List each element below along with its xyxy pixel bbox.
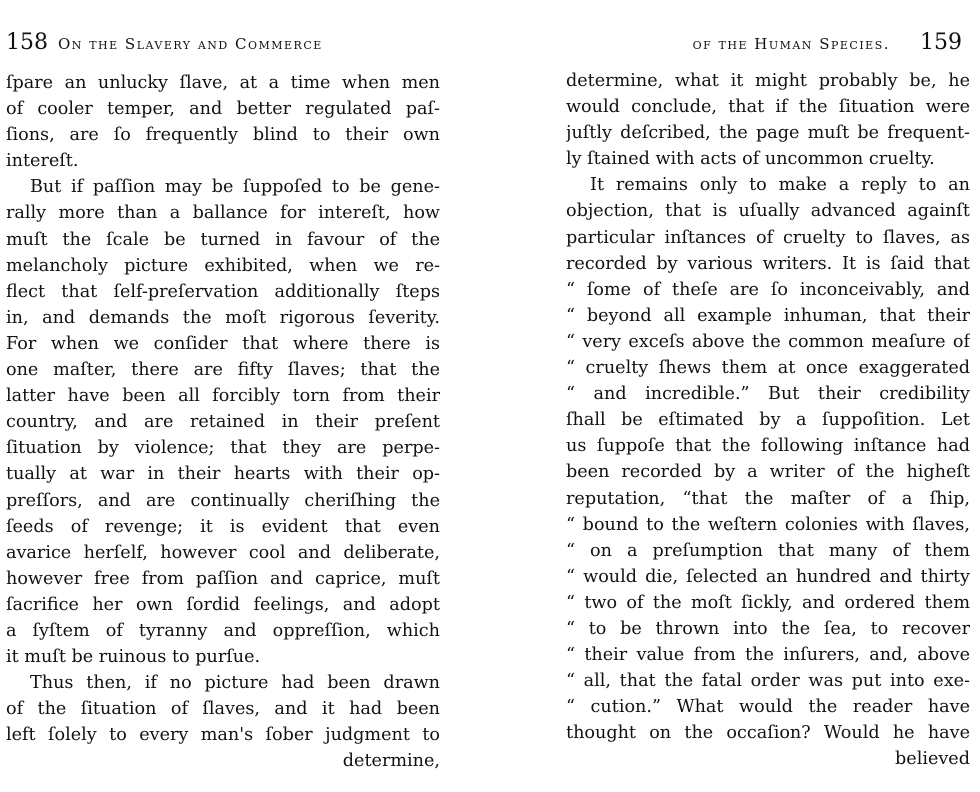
right-page [490, 0, 980, 792]
right-running-head [693, 30, 962, 55]
text-line: ſhall be eſtimated by a ſuppoſition. Let [566, 410, 970, 431]
text-line: country, and are retained in their preſent [6, 412, 440, 433]
text-line: muſt the ſcale be turned in favour of the [6, 229, 440, 250]
right-page-number: 159 [920, 30, 962, 55]
text-line: left ſolely to every man's ſober judgment to [6, 725, 440, 746]
text-line: “ their value from the inſurers, and, above [566, 645, 970, 666]
left-running-title: On the Slavery and Commerce [58, 35, 323, 53]
text-line: objection, that is uſually advanced againſt [566, 201, 970, 222]
text-line: thought on the occaſion? Would he have [566, 723, 970, 744]
text-line: tually at war in their hearts with their op- [6, 464, 440, 485]
text-line: juſtly deſcribed, the page muſt be frequent- [566, 123, 970, 144]
text-line: avarice herſelf, however cool and deliberate, [6, 542, 440, 563]
text-line: one maſter, there are fifty ſlaves; that the [6, 360, 440, 381]
text-line: in, and demands the moſt rigorous ſeverity. [6, 307, 440, 328]
text-line: “ on a preſumption that many of them [566, 540, 970, 561]
text-line: however free from paſſion and caprice, muſt [6, 568, 440, 589]
text-line: us ſuppoſe that the following inſtance had [566, 436, 970, 457]
text-line: a ſyſtem of tyranny and oppreſſion, which [6, 620, 440, 641]
text-line: ſpare an unlucky ſlave, at a time when men [6, 73, 440, 93]
text-line: intereſt. [6, 151, 79, 172]
right-running-title: of the Human Species. [692, 35, 890, 53]
text-line: It remains only to make a reply to an [590, 175, 970, 196]
text-line: ſions, are ſo frequently blind to their own [6, 125, 440, 146]
text-line: of cooler temper, and better regulated paſ- [6, 99, 440, 120]
right-body-text [566, 68, 970, 773]
text-line: “ all, that the fatal order was put into exe- [566, 671, 970, 692]
left-page [0, 0, 470, 792]
text-line: reputation, “that the maſter of a ſhip, [566, 488, 970, 509]
text-line: “ to be thrown into the ſea, to recover [566, 618, 970, 639]
catchword: determine, [342, 751, 440, 772]
text-line: melancholy picture exhibited, when we re- [6, 255, 440, 276]
catchword: believed [895, 749, 970, 770]
text-line: “ would die, ſelected an hundred and thirty [566, 566, 970, 587]
text-line: latter have been all forcibly torn from their [6, 386, 440, 407]
text-line: determine, what it might probably be, he [566, 71, 970, 91]
text-line: of the ſituation of ſlaves, and it had been [6, 699, 440, 720]
text-line: flect that ſelf-preſervation additionally ſteps [6, 281, 440, 302]
text-line: “ very exceſs above the common meaſure of [566, 331, 970, 352]
text-line: been recorded by a writer of the higheſt [566, 462, 970, 483]
text-line: ſacrifice her own ſordid feelings, and adopt [6, 594, 440, 615]
text-line: But if paſſion may be ſuppoſed to be gene- [30, 177, 440, 198]
text-line: “ bound to the weſtern colonies with ſlaves, [566, 514, 970, 535]
text-line: rally more than a ballance for intereſt, how [6, 203, 440, 224]
text-line: ly ſtained with acts of uncommon cruelty. [566, 149, 935, 170]
text-line: recorded by various writers. It is ſaid that [566, 253, 970, 274]
left-running-head [6, 30, 323, 55]
text-line: particular inſtances of cruelty to ſlaves, as [566, 227, 970, 248]
left-body-text [6, 70, 440, 775]
text-line: For when we conſider that where there is [6, 333, 440, 354]
text-line: Thus then, if no picture had been drawn [30, 673, 440, 694]
text-line: “ two of the moſt ſickly, and ordered them [566, 592, 970, 613]
text-line: “ cution.” What would the reader have [566, 697, 970, 718]
left-page-number: 158 [6, 30, 48, 55]
text-line: “ beyond all example inhuman, that their [566, 305, 970, 326]
text-line: ſeeds of revenge; it is evident that even [6, 516, 440, 537]
text-line: it muſt be ruinous to purſue. [6, 647, 261, 668]
text-line: “ and incredible.” But their credibility [566, 384, 970, 405]
text-line: ſituation by violence; that they are perpe- [6, 438, 440, 459]
text-line: “ ſome of theſe are ſo inconceivably, and [566, 279, 970, 300]
text-line: would conclude, that if the ſituation were [566, 97, 970, 118]
text-line: preſſors, and are continually cheriſhing the [6, 490, 440, 511]
text-line: “ cruelty ſhews them at once exaggerated [566, 358, 970, 379]
